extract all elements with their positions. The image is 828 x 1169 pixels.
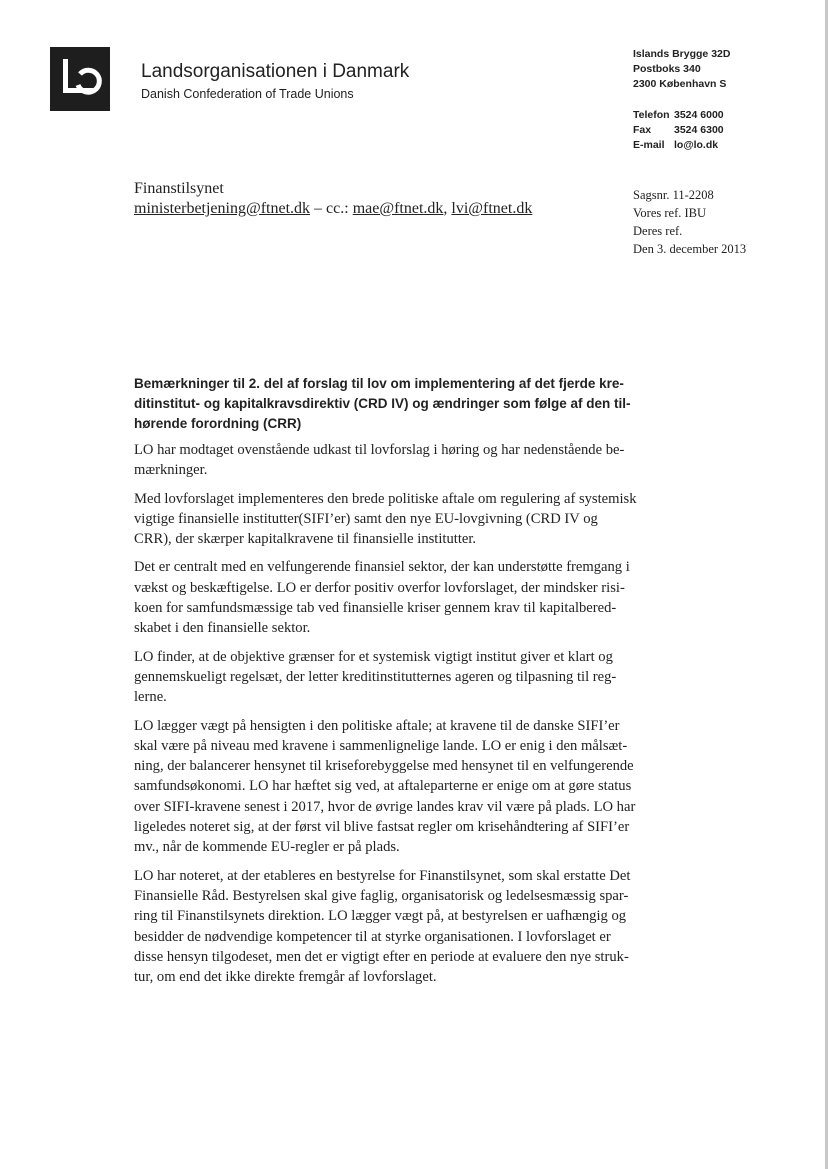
text-line: ning, der balancerer hensynet til kriseforebyggelse med hensynet til en velfungerende <box>134 758 634 775</box>
recipient-block <box>134 179 532 219</box>
case-number: Sagsnr. 11-2208 <box>633 188 714 202</box>
text-line: mv., når de kommende EU-regler er på plads. <box>134 839 400 856</box>
text-line: over SIFI-kravene senest i 2017, hvor de øvrige landes krav vil være på plads. LO har <box>134 798 636 815</box>
text-line: ligeledes noteret sig, at der først vil blive fastsat regler om krisehåndtering af SIFI’er <box>134 819 630 836</box>
phone-label: Telefon <box>633 109 670 121</box>
cc-email-link[interactable]: mae@ftnet.dk <box>352 200 444 217</box>
text-line: Med lovforslaget implementeres den brede politiske aftale om regulering af systemisk <box>134 490 637 507</box>
address-line: Islands Brygge 32D <box>633 48 731 60</box>
text-line: samfundsøkonomi. LO har hæftet sig ved, at aftaleparterne er enige om at gøre status <box>134 778 632 795</box>
text-line: ring til Finanstilsynets direktion. LO lægger vægt på, at bestyrelsen er uafhængig og <box>134 908 627 925</box>
contact-block <box>633 47 730 153</box>
paragraph <box>134 557 679 638</box>
email-label: E-mail <box>633 139 665 151</box>
letter-heading <box>134 374 679 434</box>
text-line: disse hensyn tilgodeset, men det er vigtigt efter en periode at evaluere den nye struk- <box>134 948 629 965</box>
text-line: mærkninger. <box>134 462 208 479</box>
text-line: LO har noteret, at der etableres en bestyrelse for Finanstilsynet, som skal erstatte Det <box>134 867 631 884</box>
text-line: LO lægger vægt på hensigten i den politiske aftale; at kravene til de danske SIFI’er <box>134 717 620 734</box>
phone-line <box>633 108 730 123</box>
recipient-email-link[interactable]: ministerbetjening@ftnet.dk <box>134 200 311 217</box>
fax-line <box>633 123 730 138</box>
heading-line: hørende forordning (CRR) <box>134 416 302 431</box>
text-line: Finansielle Råd. Bestyrelsen skal give faglig, organisatorisk og ledelsesmæssig spar- <box>134 887 629 904</box>
paragraph <box>134 647 679 708</box>
email-line <box>633 138 730 153</box>
address-line: 2300 København S <box>633 78 727 90</box>
text-line: LO har modtaget ovenstående udkast til lovforslag i høring og har nedenstående be- <box>134 442 625 458</box>
text-line: gennemskueligt regelsæt, der letter kreditinstitutternes ageren og tilpasning til reg- <box>134 668 617 685</box>
cc-email-link[interactable]: lvi@ftnet.dk <box>451 200 533 217</box>
letter-date: Den 3. december 2013 <box>633 242 747 256</box>
paragraph <box>134 440 679 481</box>
text-line: tur, om end det ikke direkte fremgår af lovforslaget. <box>134 969 437 986</box>
text-line: vigtige finansielle institutter(SIFI’er) samt den nye EU-lovgivning (CRD IV og <box>134 510 598 527</box>
paragraph <box>134 866 679 988</box>
text-line: vækst og beskæftigelse. LO er derfor positiv overfor lovforslaget, der mindsker risi- <box>134 579 625 596</box>
letter-body <box>134 440 679 995</box>
paragraph <box>134 716 679 858</box>
email-value: lo@lo.dk <box>674 139 719 151</box>
org-subtitle: Danish Confederation of Trade Unions <box>141 87 354 101</box>
lo-logo-icon <box>50 47 110 111</box>
reference-block <box>633 186 746 258</box>
your-reference: Deres ref. <box>633 224 683 238</box>
text-line: koen for samfundsmæssige tab ved finansielle kriser gennem krav til kapitalbered- <box>134 600 617 617</box>
text-line: skal være på niveau med kravene i sammenlignelige lande. LO er enig i den målsæt- <box>134 737 628 754</box>
fax-value: 3524 6300 <box>674 124 724 136</box>
text-line: skabet i den finansielle sektor. <box>134 620 311 637</box>
text-line: besidder de nødvendige kompetencer til at styrke organisationen. I lovforslaget er <box>134 928 611 945</box>
cc-label: – cc.: <box>310 200 353 217</box>
address-line: Postboks 340 <box>633 63 701 75</box>
heading-line: ditinstitut- og kapitalkravsdirektiv (CRD IV) og ændringer som følge af den til- <box>134 396 631 411</box>
recipient-name: Finanstilsynet <box>134 180 224 197</box>
text-line: CRR), der skærper kapitalkravene til finansielle institutter. <box>134 531 477 548</box>
email-separator: , <box>443 200 452 217</box>
text-line: LO finder, at de objektive grænser for et systemisk vigtigt institut giver et klart og <box>134 648 613 665</box>
org-name: Landsorganisationen i Danmark <box>141 61 410 82</box>
fax-label: Fax <box>633 124 652 136</box>
phone-value: 3524 6000 <box>674 109 724 121</box>
our-reference: Vores ref. IBU <box>633 206 707 220</box>
recipient-emails <box>134 199 532 219</box>
paragraph <box>134 489 679 550</box>
text-line: lerne. <box>134 689 167 706</box>
text-line: Det er centralt med en velfungerende finansiel sektor, der kan understøtte fremgang i <box>134 559 630 576</box>
heading-line: Bemærkninger til 2. del af forslag til lov om implementering af det fjerde kre- <box>134 376 624 391</box>
